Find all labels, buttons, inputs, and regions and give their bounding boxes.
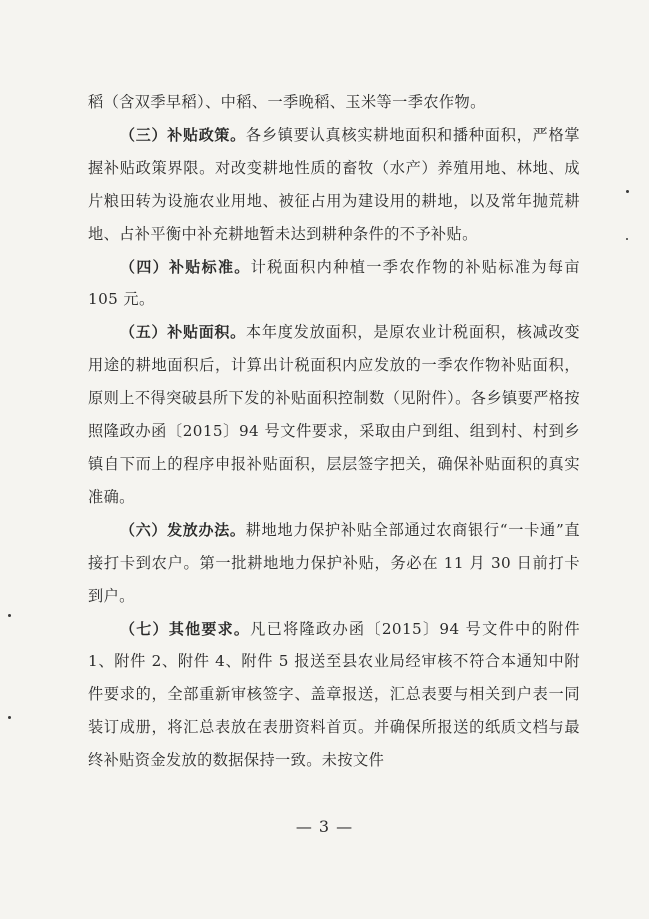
scan-speck: [626, 190, 629, 193]
scan-speck: [8, 716, 11, 719]
paragraph-text: 本年度发放面积，是原农业计税面积，核减改变用途的耕地面积后，计算出计税面积内应发放的一季农作物补贴面积，原则上不得突破县所下发的补贴面积控制数（见附件）。各乡镇要严格按照隆政办函〔2015〕94 号文件要求，采取由户到组、组到村、村到乡镇自下而上的程序申报补贴面积，层层签字把关，确保补贴面积的真实准确。: [88, 323, 580, 506]
paragraph-distribution-method: [88, 514, 580, 613]
section-heading: （四）补贴标准。: [120, 257, 251, 276]
paragraph-text: 各乡镇要认真核实耕地面积和播种面积，严格掌握补贴政策界限。对改变耕地性质的畜牧（水产）养殖用地、林地、成片粮田转为设施农业用地、被征占用为建设用的耕地，以及常年抛荒耕地、占补平衡中补充耕地暂未达到耕种条件的不予补贴。: [88, 125, 580, 243]
paragraph-other-requirements: [88, 613, 580, 778]
paragraph-text: 计税面积内种植一季农作物的补贴标准为每亩 105 元。: [88, 257, 581, 309]
paragraph-text: 耕地地力保护补贴全部通过农商银行“一卡通”直接打卡到农户。第一批耕地地力保护补贴，务必在 11 月 30 日前打卡到户。: [88, 520, 580, 605]
paragraph-subsidy-area: [88, 316, 580, 513]
paragraph-subsidy-policy: [88, 119, 580, 251]
scan-speck: [626, 238, 628, 240]
section-heading: （七）其他要求。: [120, 619, 251, 638]
scan-speck: [8, 614, 11, 617]
paragraph-subsidy-standard: [88, 251, 580, 317]
section-heading: （六）发放办法。: [120, 520, 246, 539]
section-heading: （三）补贴政策。: [120, 125, 246, 144]
paragraph-text: 凡已将隆政办函〔2015〕94 号文件中的附件 1、附件 2、附件 4、附件 5 报送至县农业局经审核不符合本通知中附件要求的，全部重新审核签字、盖章报送，汇总表要与相关到户表一同装订成册，将汇总表放在表册资料首页。并确保所报送的纸质文档与最终补贴资金发放的数据保持一致。未按文件: [88, 619, 580, 770]
page-number: — 3 —: [295, 817, 354, 836]
document-body: [88, 86, 580, 777]
paragraph-crops-continued: [88, 86, 580, 119]
section-heading: （五）补贴面积。: [120, 323, 246, 342]
paragraph-text: 稻（含双季早稻）、中稻、一季晚稻、玉米等一季农作物。: [88, 93, 486, 111]
